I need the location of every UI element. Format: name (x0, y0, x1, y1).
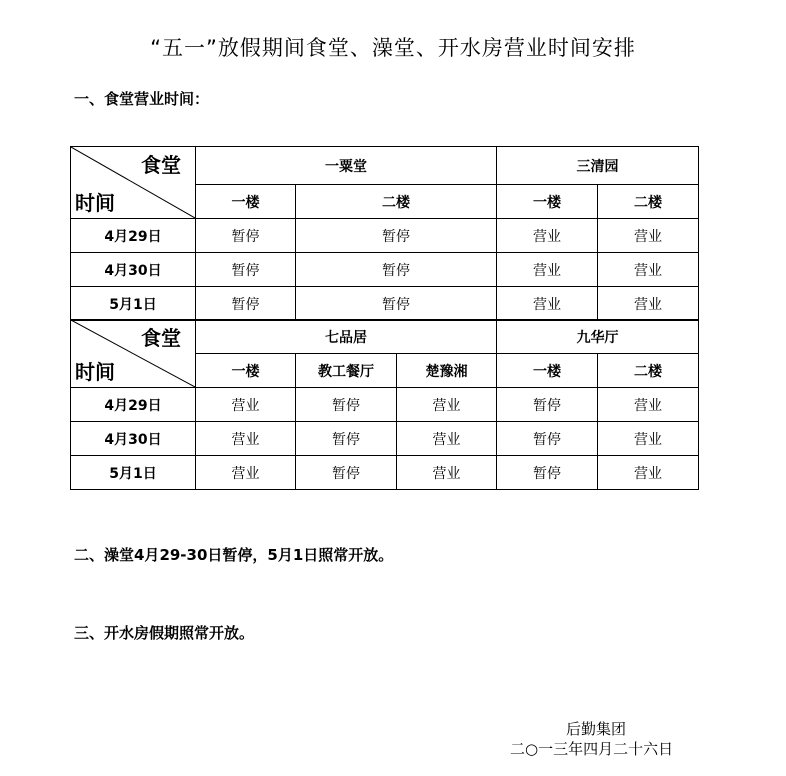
table-row (71, 147, 699, 185)
status-cell: 暂停 (497, 456, 598, 490)
corner-label-time: 时间 (75, 191, 115, 215)
status-cell: 营业 (497, 253, 598, 287)
status-cell: 暂停 (196, 287, 296, 321)
canteen-schedule-table (70, 146, 699, 321)
corner-header (71, 147, 196, 219)
canteen-group-header: 九华厅 (497, 320, 699, 354)
status-cell: 暂停 (196, 253, 296, 287)
status-cell: 暂停 (296, 422, 397, 456)
status-cell: 营业 (397, 422, 497, 456)
corner-label-canteen: 食堂 (141, 153, 181, 177)
floor-header: 二楼 (598, 354, 699, 388)
floor-header: 一楼 (196, 354, 296, 388)
canteen-group-header: 三清园 (497, 147, 699, 185)
status-cell: 暂停 (296, 456, 397, 490)
floor-header: 楚豫湘 (397, 354, 497, 388)
corner-label-canteen: 食堂 (141, 326, 181, 350)
corner-label-time: 时间 (75, 360, 115, 384)
status-cell: 暂停 (296, 253, 497, 287)
date-cell: 4月29日 (71, 388, 196, 422)
page-title: “五一”放假期间食堂、澡堂、开水房营业时间安排 (150, 36, 636, 60)
canteen-group-header: 七品居 (196, 320, 497, 354)
status-cell: 营业 (598, 287, 699, 321)
status-cell: 暂停 (497, 422, 598, 456)
canteen-group-header: 一粟堂 (196, 147, 497, 185)
status-cell: 暂停 (296, 287, 497, 321)
canteen-schedule-table-2 (70, 319, 699, 490)
signature-date: 二○一三年四月二十六日 (510, 740, 674, 758)
date-cell: 4月30日 (71, 253, 196, 287)
table-row (71, 320, 699, 354)
status-cell: 营业 (196, 456, 296, 490)
floor-header: 二楼 (598, 185, 699, 219)
status-cell: 营业 (598, 422, 699, 456)
status-cell: 营业 (196, 388, 296, 422)
table-row (71, 456, 699, 490)
floor-header: 一楼 (497, 185, 598, 219)
table-row (71, 388, 699, 422)
corner-header (71, 320, 196, 388)
status-cell: 营业 (397, 388, 497, 422)
signature-org: 后勤集团 (566, 720, 627, 738)
table-row (71, 422, 699, 456)
floor-header: 教工餐厅 (296, 354, 397, 388)
table-row (71, 253, 699, 287)
status-cell: 营业 (598, 219, 699, 253)
date-cell: 5月1日 (71, 287, 196, 321)
status-cell: 营业 (497, 219, 598, 253)
floor-header: 一楼 (497, 354, 598, 388)
section-boiler-room: 三、开水房假期照常开放。 (74, 624, 255, 642)
date-cell: 5月1日 (71, 456, 196, 490)
status-cell: 营业 (497, 287, 598, 321)
floor-header: 一楼 (196, 185, 296, 219)
status-cell: 营业 (196, 422, 296, 456)
floor-header: 二楼 (296, 185, 497, 219)
table-row (71, 219, 699, 253)
date-cell: 4月30日 (71, 422, 196, 456)
status-cell: 营业 (598, 456, 699, 490)
status-cell: 营业 (598, 388, 699, 422)
status-cell: 暂停 (497, 388, 598, 422)
section-bathhouse: 二、澡堂4月29-30日暂停，5月1日照常开放。 (74, 546, 394, 564)
status-cell: 暂停 (296, 388, 397, 422)
date-cell: 4月29日 (71, 219, 196, 253)
table-row (71, 287, 699, 321)
status-cell: 暂停 (296, 219, 497, 253)
status-cell: 营业 (397, 456, 497, 490)
status-cell: 暂停 (196, 219, 296, 253)
status-cell: 营业 (598, 253, 699, 287)
section-canteen-heading: 一、食堂营业时间： (74, 90, 210, 108)
